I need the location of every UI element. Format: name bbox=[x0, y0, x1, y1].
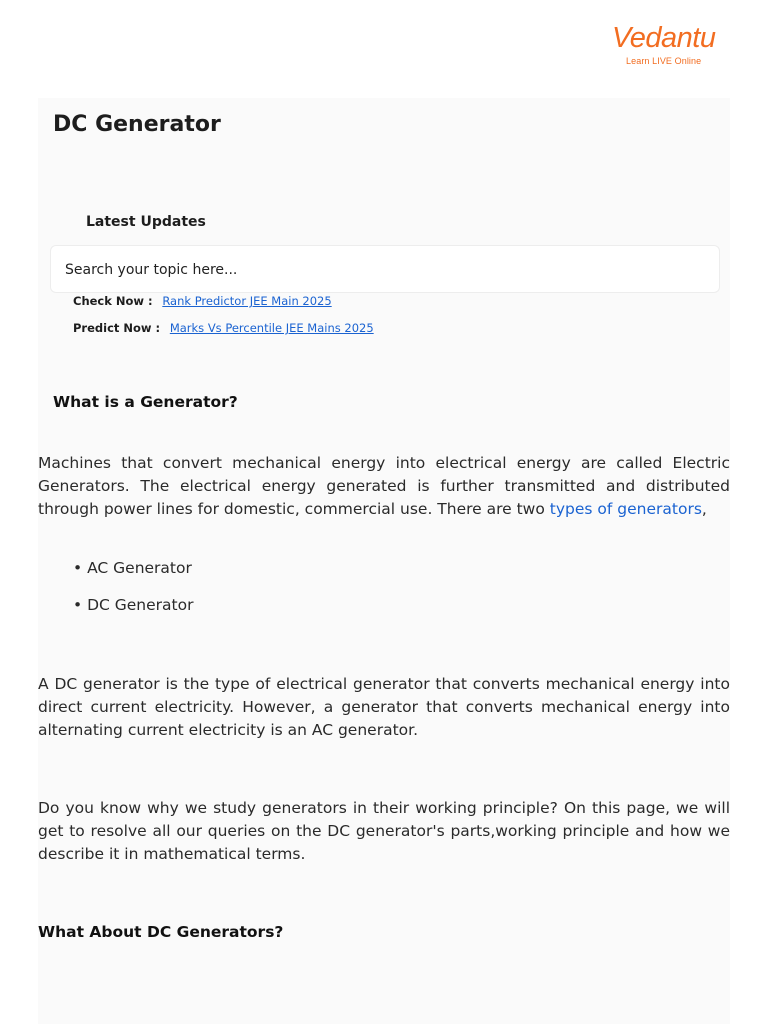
vedantu-logo[interactable] bbox=[612, 22, 716, 72]
update-item bbox=[73, 294, 332, 308]
generator-intro-paragraph bbox=[38, 452, 730, 521]
search-box[interactable] bbox=[50, 245, 720, 293]
section-heading-what-is-generator: What is a Generator? bbox=[53, 393, 238, 411]
section-heading-what-about-dc: What About DC Generators? bbox=[38, 923, 284, 941]
logo-brand-text: Vedantu bbox=[612, 22, 716, 54]
rank-predictor-link[interactable]: Rank Predictor JEE Main 2025 bbox=[162, 294, 332, 308]
search-input[interactable] bbox=[65, 258, 685, 282]
latest-updates-title: Latest Updates bbox=[86, 214, 206, 230]
update-label: Predict Now : bbox=[73, 321, 161, 335]
types-of-generators-link[interactable]: types of generators bbox=[549, 500, 702, 518]
bullet-dc-generator: • DC Generator bbox=[73, 596, 194, 614]
marks-vs-percentile-link[interactable]: Marks Vs Percentile JEE Mains 2025 bbox=[169, 321, 374, 335]
working-principle-paragraph: Do you know why we study generators in their working principle? On this page, we will get to resolve all our queries on the DC generator's parts,working principle and how we describe it in mathematical terms. bbox=[38, 799, 730, 863]
dc-definition-paragraph: A DC generator is the type of electrical generator that converts mechanical energy into direct current electricity. However, a generator that converts mechanical energy into alternating current electricity is an AC generator. bbox=[38, 675, 730, 739]
paragraph-tail: , bbox=[701, 500, 707, 518]
paragraph-text: Machines that convert mechanical energy into electrical energy are called Electric Generators. The electrical energy generated is further transmitted and distributed through power lines for domestic, commercial use. There are two bbox=[38, 454, 730, 518]
logo-tagline: Learn LIVE Online bbox=[626, 56, 702, 66]
update-item bbox=[73, 321, 374, 335]
update-label: Check Now : bbox=[73, 294, 153, 308]
bullet-ac-generator: • AC Generator bbox=[73, 559, 192, 577]
page-title: DC Generator bbox=[53, 112, 221, 137]
